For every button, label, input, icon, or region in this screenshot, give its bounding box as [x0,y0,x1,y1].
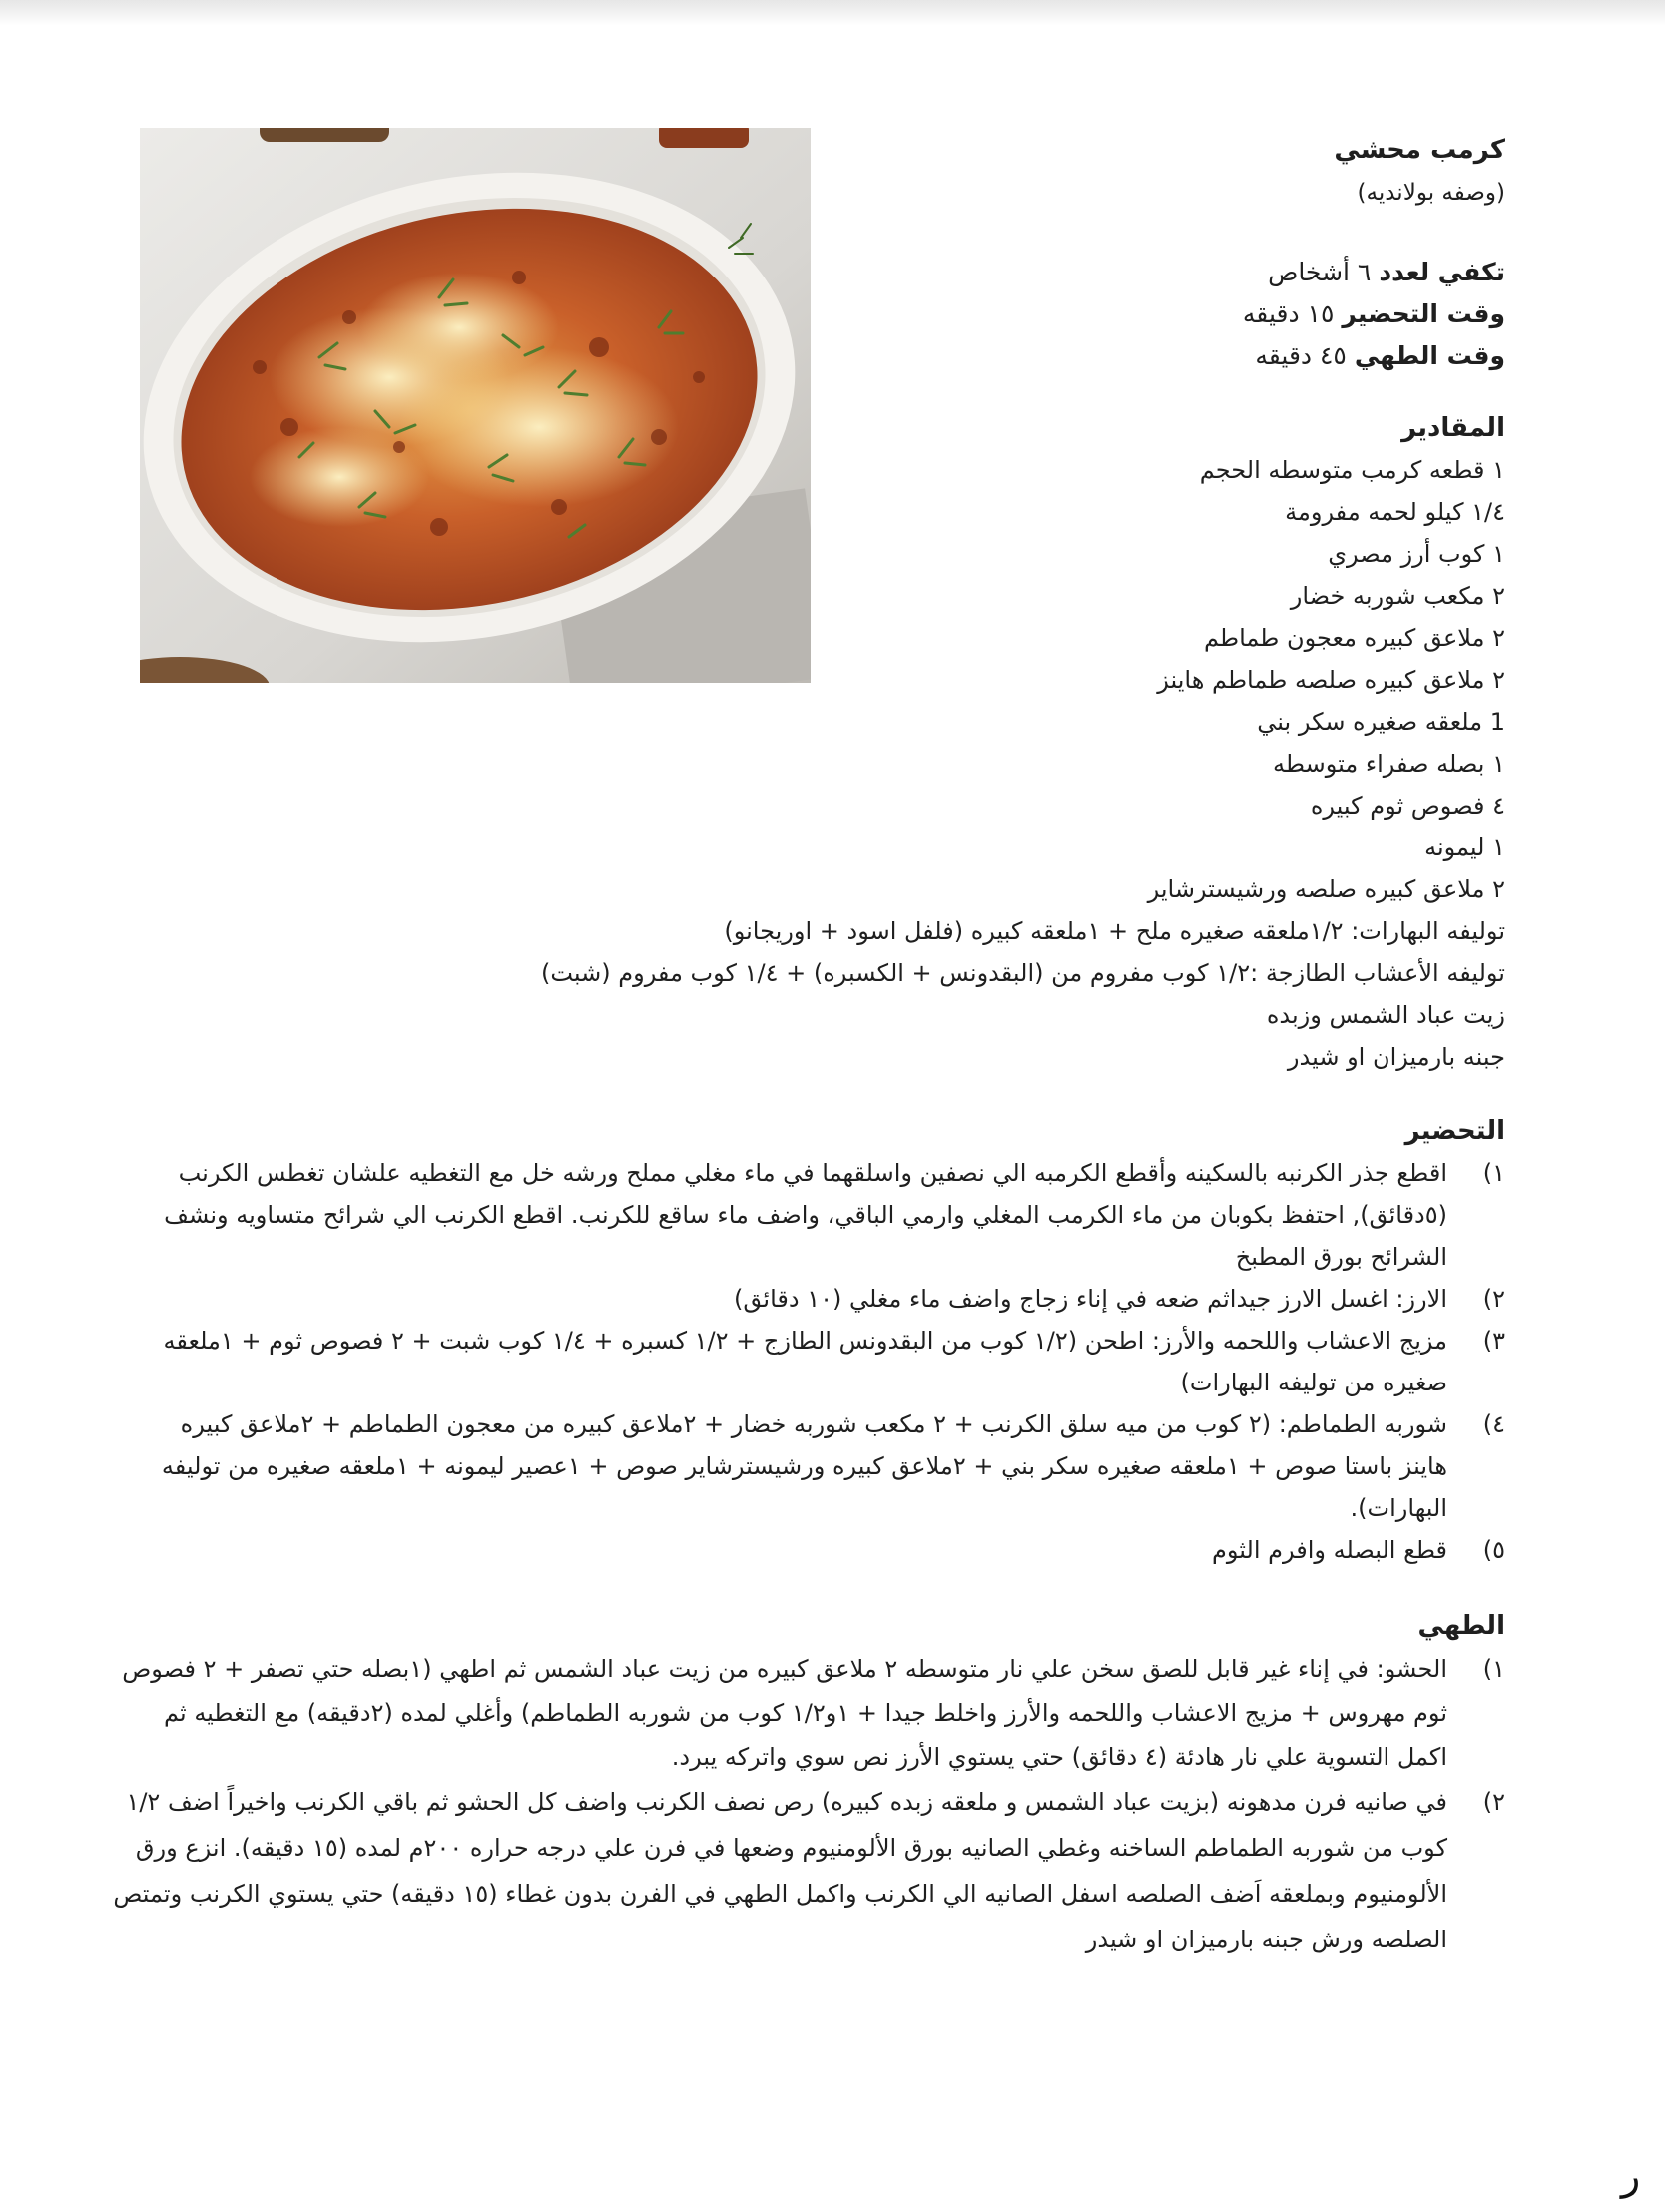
ingredient-item: زيت عباد الشمس وزبده [1266,1001,1505,1029]
prep-time-line [906,293,1505,335]
prep-time-value: ١٥ دقيقه [1242,299,1343,328]
step-text: مزيج الاعشاب واللحمه والأرز: اطحن (١/٢ كوب من البقدونس الطازج + ١/٢ كسبره + ١/٤ كوب شبت + ٢ فصوص ثوم + ١ملعقه صغيره من توليفه البهارات) [163,1327,1447,1396]
step-number: ٢) [1482,1788,1505,1816]
step-text: في صانيه فرن مدهونه (بزيت عباد الشمس و ملعقه زبده كبيره) رص نصف الكرنب واضف كل الحشو ثم باقي الكرنب واخيراً اضف ١/٢ كوب من شوربه الطماطم الساخنه وغطي الصانيه بورق الألومنيوم وضعها في فرن علي درجه حراره ٢٠٠م لمده (١٥ دقيقه). انزع ورق الألومنيوم وبملعقه اَضف الصلصه اسفل الصانيه الي الكرنب واكمل الطهي في الفرن بدون غطاء (١٥ دقيقه) حتي يستوي الكرنب وتمتص الصلصه ورش جبنه بارميزان او شيدر [113,1788,1447,1953]
servings-label: تكفي لعدد [1379,258,1505,286]
step-number: ١) [1482,1655,1505,1683]
prep-time-label: وقت التحضير [1342,299,1505,328]
cooking-section [108,1605,1505,1962]
ingredient-item: 1 ملعقه صغيره سكر بني [1257,708,1505,736]
ingredient-item: ٢ ملاعق كبيره صلصه ورشيسترشاير [1147,875,1505,903]
step-number: ٥) [1482,1536,1505,1564]
recipe-header [906,128,1505,377]
recipe-title: كرمب محشي [1334,135,1505,165]
ingredients-section [327,407,1505,1078]
ingredient-item: جبنه بارميزان او شيدر [1287,1043,1505,1071]
preparation-step [128,1529,1505,1571]
cooking-heading: الطهي [1417,1611,1505,1641]
ingredient-item: ٤ فصوص ثوم كبيره [1310,792,1505,820]
ingredients-heading: المقادير [1401,413,1505,443]
cooking-step [108,1779,1505,1962]
ingredient-item: ١ كوب أرز مصري [1328,540,1505,568]
preparation-step [128,1403,1505,1529]
step-number: ٣) [1482,1327,1505,1355]
recipe-meta [906,252,1505,377]
ingredient-item: ٢ مكعب شوربه خضار [1290,582,1505,610]
ingredient-item: ٢ ملاعق كبيره معجون طماطم [1204,624,1505,652]
step-number: ١) [1482,1159,1505,1187]
step-number: ٢) [1482,1285,1505,1313]
preparation-section [128,1110,1505,1571]
servings-value: ٦ أشخاص [1268,258,1380,286]
cook-time-value: ٤٥ دقيقه [1255,341,1355,370]
step-text: قطع البصله وافرم الثوم [1212,1536,1447,1564]
cook-time-line [906,335,1505,377]
ingredient-item: ١ ليمونه [1424,833,1505,861]
ingredient-item: ١/٤ كيلو لحمه مفرومة [1285,498,1505,526]
step-number: ٤) [1482,1410,1505,1438]
preparation-steps [128,1152,1505,1571]
herb-blend-item: توليفه الأعشاب الطازجة :١/٢ كوب مفروم من (البقدونس + الكسبره) + ١/٤ كوب مفروم (شبت) [540,959,1505,987]
page-corner-mark: ر [1621,2153,1641,2199]
cook-time-label: وقت الطهي [1354,341,1505,370]
recipe-subtitle: (وصفه بولانديه) [1357,180,1505,206]
ingredient-item: ٢ ملاعق كبيره صلصه طماطم هاينز [1157,666,1505,694]
step-text: الحشو: في إناء غير قابل للصق سخن علي نار متوسطه ٢ ملاعق كبيره من زيت عباد الشمس ثم اطهي (١بصله حتي تصفر + ٢ فصوص ثوم مهروس + مزيج الاعشاب واللحمه والأرز واخلط جيدا + ١و١/٢ كوب من شوربه الطماطم) وأغلي لمده (٢دقيقه) مع التغطيه ثم اكمل التسوية علي نار هادئة (٤ دقائق) حتي يستوي الأرز نص سوي واتركه يبرد. [122,1655,1447,1771]
preparation-step [128,1278,1505,1320]
cooking-steps [108,1647,1505,1962]
ingredient-item: ١ بصله صفراء متوسطه [1273,750,1505,778]
preparation-heading: التحضير [1404,1116,1505,1146]
servings-line [906,252,1505,293]
preparation-step [128,1320,1505,1403]
ingredient-item: ١ قطعه كرمب متوسطه الحجم [1199,456,1505,484]
step-text: الارز: اغسل الارز جيداثم ضعه في إناء زجاج واضف ماء مغلي (١٠ دقائق) [734,1285,1447,1313]
preparation-step [128,1152,1505,1278]
spice-blend-item: توليفه البهارات: ١/٢ملعقه صغيره ملح + ١ملعقه كبيره (فلفل اسود + اوريجانو) [724,917,1505,945]
step-text: اقطع جذر الكرنبه بالسكينه وأقطع الكرمبه الي نصفين واسلقهما في ماء مغلي مملح ورشه خل مع التغطيه علشان تغطس الكرنب (٥دقائق), احتفظ بكوبان من ماء الكرمب المغلي وارمي الباقي، واضف ماء ساقع للكرنب. اقطع الكرنب الي شرائح متساويه ونشف الشرائح بورق المطبخ [164,1159,1447,1271]
step-text: شوربه الطماطم: (٢ كوب من ميه سلق الكرنب + ٢ مكعب شوربه خضار + ٢ملاعق كبيره من معجون الطماطم + ٢ملاعق كبيره هاينز باستا صوص + ١ملعقه صغيره سكر بني + ٢ملاعق كبيره ورشيسترشاير صوص + ١عصير ليمونه + ١ملعقه صغيره من توليفه البهارات). [161,1410,1447,1522]
cooking-step [108,1647,1505,1779]
